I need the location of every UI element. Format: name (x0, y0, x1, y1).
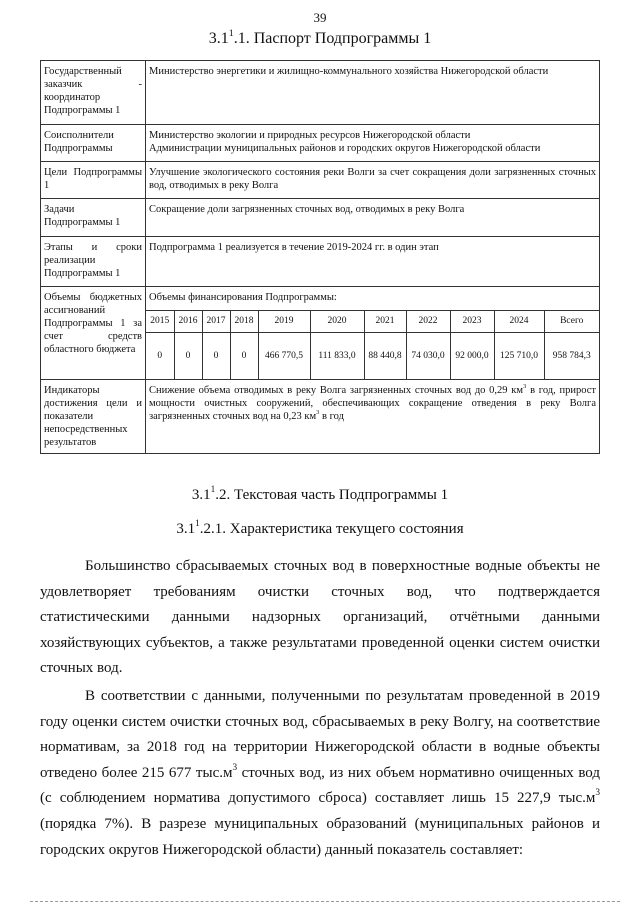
year-cell: 2018 (230, 311, 258, 333)
value-cell: 74 030,0 (406, 333, 450, 380)
value-cell: 0 (146, 333, 174, 380)
table-row (41, 61, 600, 125)
row-value (146, 125, 600, 162)
value-cell: 0 (202, 333, 230, 380)
finance-values-row (146, 333, 599, 380)
row-label: Соисполнители Подпрограммы (41, 125, 146, 162)
value-cell: 92 000,0 (450, 333, 494, 380)
finance-table (146, 310, 599, 379)
year-cell: 2016 (174, 311, 202, 333)
row-value: Улучшение экологического состояния реки Волги за счет сокращения доли загрязненных сточных вод, отводимых в реку Волга (146, 162, 600, 199)
year-cell: 2015 (146, 311, 174, 333)
row-value: Подпрограмма 1 реализуется в течение 2019-2024 гг. в один этап (146, 237, 600, 287)
row-value: Снижение объема отводимых в реку Волга загрязненных сточных вод до 0,29 $км^3$ в год, прирост мощности очистных сооружений, обеспечивающих сокращение отведения в реку Волга загрязненных сточных вод на 0,23 $км^3$ в год (146, 380, 600, 454)
table-row (41, 162, 600, 199)
passport-title: $3.1^1.1$. Паспорт Подпрограммы 1 (208, 27, 432, 47)
row-value: Министерство энергетики и жилищно-коммунального хозяйства Нижегородской области (146, 61, 600, 125)
value-line: Министерство экологии и природных ресурсов Нижегородской области (149, 130, 471, 141)
row-label: Индикаторы достижения цели и показатели непосредственных результатов (41, 380, 146, 454)
total-header-cell: Всего (544, 311, 599, 333)
year-cell: 2020 (310, 311, 364, 333)
table-row (41, 287, 600, 380)
table-row (41, 125, 600, 162)
row-label: Объемы бюджетных ассигнований Подпрограммы 1 за счет средств областного бюджета (41, 287, 146, 380)
page-number: 39 (313, 10, 327, 25)
year-cell: 2021 (364, 311, 406, 333)
total-value-cell: 958 784,3 (544, 333, 599, 380)
body-text (40, 554, 600, 863)
section-heading: $3.1^1.2$. Текстовая часть Подпрограммы 1 (191, 485, 449, 503)
value-cell: 0 (174, 333, 202, 380)
paragraph: В соответствии с данными, полученными по результатам проведенной в 2019 году оценки систем очистки сточных вод, сбрасываемых в реку Волгу, на соответствие нормативам, за 2018 год на территории Нижегородской области в водные объекты отведено более 215 677 $тыс.м^3$ сточных вод, из них объем нормативно очищенных вод (с соблюдением норматива допустимого сброса) составляет лишь 15 227,9 $тыс.м^3$ (порядка 7%). В разрезе муниципальных образований (муниципальных районов и городских округов Нижегородской области) данный показатель составляет: (40, 687, 600, 858)
paragraph: Большинство сбрасываемых сточных вод в поверхностные водные объекты не удовлетворяет требованиям очистки сточных вод, что подтверждается статистическими данными надзорных организаций, отчётными данными хозяйствующих субъектов, а также результатами проведенной оценки систем очистки сточных вод. (40, 558, 600, 677)
table-row (41, 380, 600, 454)
value-cell: 0 (230, 333, 258, 380)
row-label: Задачи Подпрограммы 1 (41, 199, 146, 237)
subsection-heading: $3.1^1.2.1$. Характеристика текущего состояния (176, 519, 464, 537)
bottom-rule (30, 901, 620, 902)
table-row (41, 237, 600, 287)
row-value: Сокращение доли загрязненных сточных вод, отводимых в реку Волга (146, 199, 600, 237)
value-cell: 466 770,5 (258, 333, 310, 380)
year-cell: 2019 (258, 311, 310, 333)
row-label: Государственный заказчик - координатор Подпрограммы 1 (41, 61, 146, 125)
year-cell: 2022 (406, 311, 450, 333)
passport-table (40, 60, 600, 454)
finance-cell (146, 287, 600, 380)
value-cell: 125 710,0 (494, 333, 544, 380)
value-cell: 88 440,8 (364, 333, 406, 380)
year-cell: 2024 (494, 311, 544, 333)
row-label: Этапы и сроки реализации Подпрограммы 1 (41, 237, 146, 287)
row-label: Цели Подпрограммы 1 (41, 162, 146, 199)
finance-title: Объемы финансирования Подпрограммы: (149, 292, 337, 303)
value-line: Администрации муниципальных районов и городских округов Нижегородской области (149, 143, 541, 154)
year-cell: 2017 (202, 311, 230, 333)
year-cell: 2023 (450, 311, 494, 333)
value-cell: 111 833,0 (310, 333, 364, 380)
finance-years-row (146, 311, 599, 333)
table-row (41, 199, 600, 237)
